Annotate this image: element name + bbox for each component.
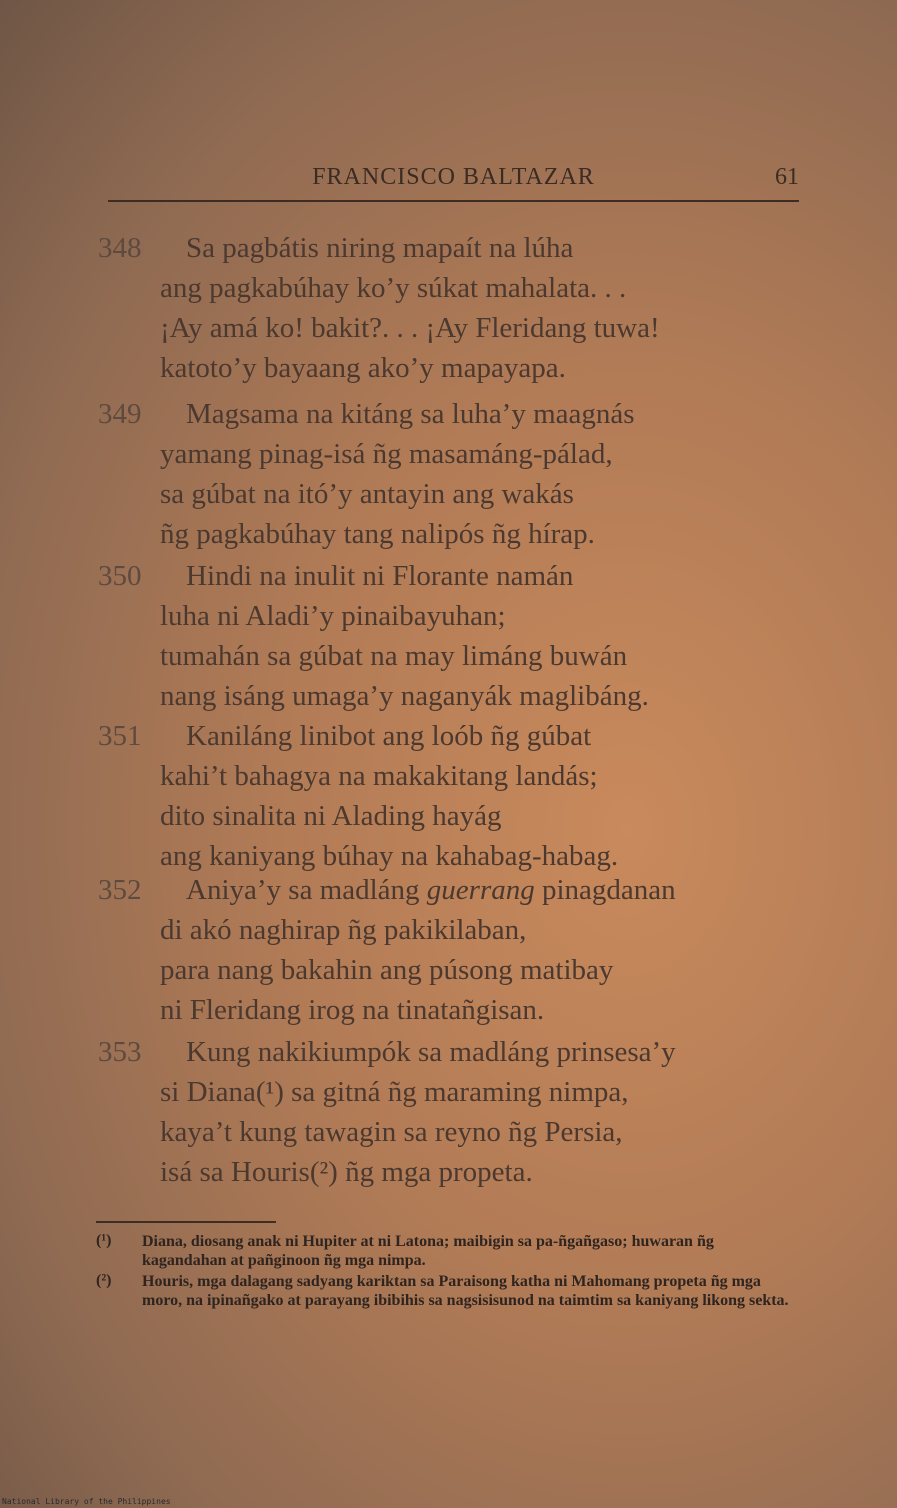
- verse-line: ang kaniyang búhay na kahabag-habag.: [160, 840, 619, 872]
- running-title: FRANCISCO BALTAZAR: [312, 164, 595, 190]
- verse-line: yamang pinag-isá ñg masamáng-pálad,: [160, 438, 613, 470]
- verse-line: Kung nakikiumpók sa madláng prinsesa’y: [186, 1036, 676, 1068]
- verse-line: ang pagkabúhay ko’y súkat mahalata. . .: [160, 272, 627, 304]
- running-header: [108, 160, 799, 202]
- verse-line: para nang bakahin ang púsong matibay: [160, 954, 614, 986]
- verse-line: katoto’y bayaang ako’y mapayapa.: [160, 352, 566, 384]
- stanza-number: 349: [98, 398, 142, 430]
- verse-line: nang isáng umaga’y naganyák maglibáng.: [160, 680, 649, 712]
- verse-line: Kaniláng linibot ang loób ñg gúbat: [186, 720, 592, 752]
- footnote-text: Houris, mga dalagang sadyang kariktan sa Paraisong katha ni Mahomang propeta ñg mga moro, na ipinañgako at parayang ibibihis sa nagsisisunod na taimtim sa kaniyang likong sekta.: [142, 1273, 789, 1309]
- library-watermark: National Library of the Philippines: [2, 1497, 171, 1506]
- footnote-rule: [96, 1221, 276, 1223]
- stanza-number: 351: [98, 720, 142, 752]
- verse-line: sa gúbat na itó’y antayin ang wakás: [160, 478, 574, 510]
- stanza-number: 348: [98, 232, 142, 264]
- stanza-number: 350: [98, 560, 142, 592]
- verse-line: di akó naghirap ñg pakikilaban,: [160, 914, 527, 946]
- footnote-text: Diana, diosang anak ni Hupiter at ni Latona; maibigin sa pa-ñgañgaso; huwaran ñg kagandahan at pañginoon ñg mga nimpa.: [142, 1233, 714, 1269]
- verse-line: Aniya’y sa madláng guerrang pinagdanan: [186, 874, 676, 906]
- verse-line: Magsama na kitáng sa luha’y maagnás: [186, 398, 635, 430]
- verse-line: si Diana(¹) sa gitná ñg maraming nimpa,: [160, 1076, 629, 1108]
- verse-line: tumahán sa gúbat na may limáng buwán: [160, 640, 628, 672]
- verse-line: Hindi na inulit ni Florante namán: [186, 560, 574, 592]
- verse-line: ñg pagkabúhay tang nalipós ñg hírap.: [160, 518, 595, 550]
- verse-line: Sa pagbátis niring mapaít na lúha: [186, 232, 574, 264]
- verse-line: kaya’t kung tawagin sa reyno ñg Persia,: [160, 1116, 623, 1148]
- verse-line: ¡Ay amá ko! bakit?. . . ¡Ay Fleridang tuwa!: [160, 312, 660, 344]
- verse-line: isá sa Houris(²) ñg mga propeta.: [160, 1156, 533, 1188]
- footnote-marker: (¹): [96, 1232, 112, 1249]
- verse-line: luha ni Aladi’y pinaibayuhan;: [160, 600, 506, 632]
- verse-line: dito sinalita ni Alading hayág: [160, 800, 502, 832]
- footnote-marker: (²): [96, 1272, 112, 1289]
- stanza-number: 352: [98, 874, 142, 906]
- italic-word: guerrang: [426, 874, 535, 906]
- stanza-number: 353: [98, 1036, 142, 1068]
- page-number: 61: [775, 164, 799, 190]
- verse-line: kahi’t bahagya na makakitang landás;: [160, 760, 598, 792]
- verse-line: ni Fleridang irog na tinatañgisan.: [160, 994, 545, 1026]
